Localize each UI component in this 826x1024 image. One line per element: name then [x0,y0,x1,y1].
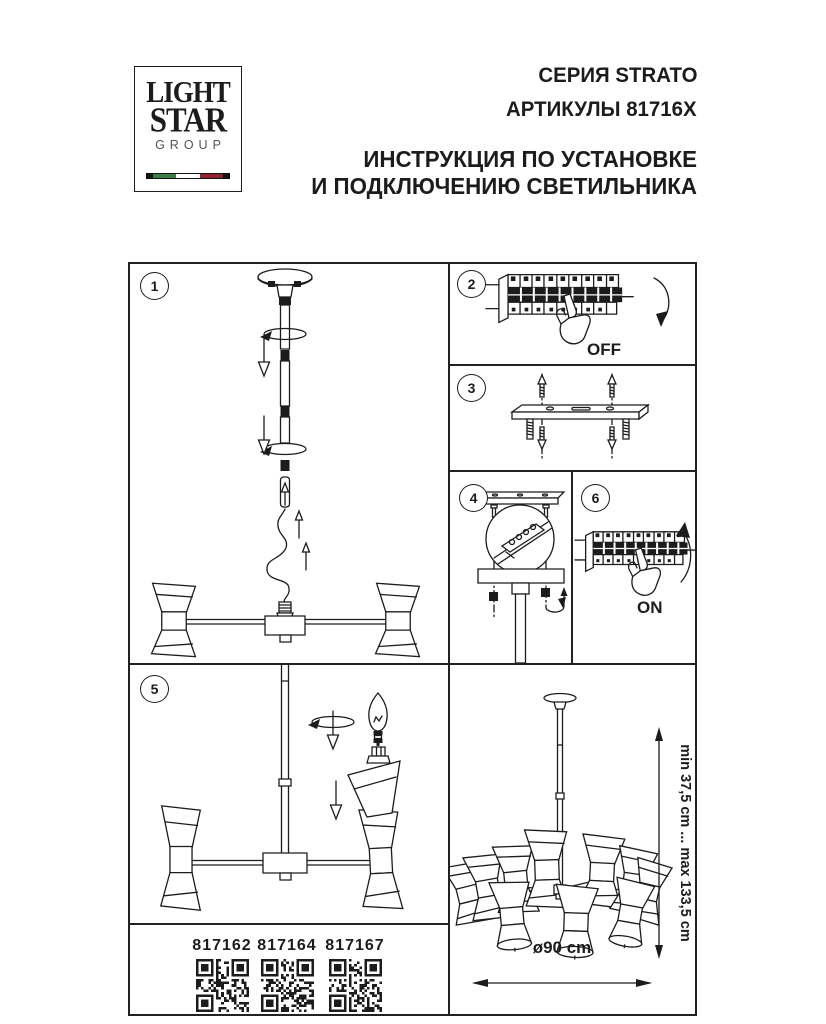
logo-text-star: STAR [149,99,227,140]
articles-title: АРТИКУЛЫ 81716X [506,97,697,121]
canopy-and-rod [478,569,564,663]
lamp-socket [367,747,390,763]
panel-step-1 [130,264,448,663]
article-number: 817164 [257,937,317,954]
shade-right-lower [358,808,403,911]
screw-down-right [608,427,616,449]
power-off-illustration [450,264,695,364]
shade-left-assembled [161,806,201,910]
flag-red [200,174,223,178]
qr-code [196,959,249,1012]
series-title: СЕРИЯ STRATO [537,63,697,87]
frame-rod [279,665,291,853]
instruction-title [311,146,697,200]
screw-up-right [608,375,616,397]
power-off-label: OFF [587,340,621,359]
panel-step-3 [450,366,695,470]
article-number: 817162 [192,937,252,954]
qr-code [329,959,382,1012]
ceiling-canopy [544,694,576,710]
step-3-badge: 3 [457,374,486,402]
flag-white [176,174,201,178]
power-wire [267,509,310,602]
logo-text-group: GROUP [155,138,226,152]
mounting-bracket [512,405,648,419]
panel-step-5 [130,665,448,923]
height-dimension [655,727,693,959]
height-range-label: min 37,5 cm ... max 133,5 cm [677,744,693,942]
ceiling-canopy [258,269,312,305]
flag-black-right [223,174,229,178]
flag-green [153,174,176,178]
instruction-title-line1: ИНСТРУКЦИЯ ПО УСТАНОВКЕ [363,146,697,172]
diameter-label: ø90 cm [532,938,592,957]
down-arrow-upper [259,338,270,376]
step-2-badge: 2 [457,270,486,298]
panel-final-dimensions [450,665,695,1012]
rod-assembly-illustration [130,264,448,663]
chandelier-frame [185,602,390,642]
article-item [315,937,395,1012]
step-5-badge: 5 [140,675,169,703]
breaker-strip [486,275,633,323]
logo-text-light: LIGHT [146,75,230,109]
step-4-badge: 4 [459,484,488,512]
italian-flag-stripe [146,173,230,179]
down-arrow-shade [331,781,342,819]
frame-hub [263,853,307,880]
screw-down-left [538,427,546,449]
screw-up-left [538,375,546,397]
shade-assembly-illustration [130,665,448,923]
mounting-bracket-illustration [450,366,695,470]
twist-arrow [308,717,354,730]
steps-board [128,262,697,1016]
panel-step-6 [573,472,695,663]
anchor-left [527,419,533,439]
article-number: 817167 [325,937,385,954]
breaker-strip [575,532,695,572]
panel-step-4 [450,472,571,663]
anchor-right [623,419,629,439]
step-1-badge: 1 [140,272,169,300]
step-6-badge: 6 [581,484,610,512]
switch-down-arrow [654,278,669,327]
lightstar-logo [134,66,242,192]
panel-step-2 [450,264,695,364]
shade-top-cone-exploded [348,761,400,817]
assembled-chandelier-illustration [450,665,695,1012]
power-on-label: ON [637,598,663,617]
article-qr-strip [130,925,448,1012]
rod-sections [281,305,290,507]
candle-bulb [369,693,387,746]
qr-code [261,959,314,1012]
instruction-title-line2: И ПОДКЛЮЧЕНИЮ СВЕТИЛЬНИКА [311,173,697,199]
